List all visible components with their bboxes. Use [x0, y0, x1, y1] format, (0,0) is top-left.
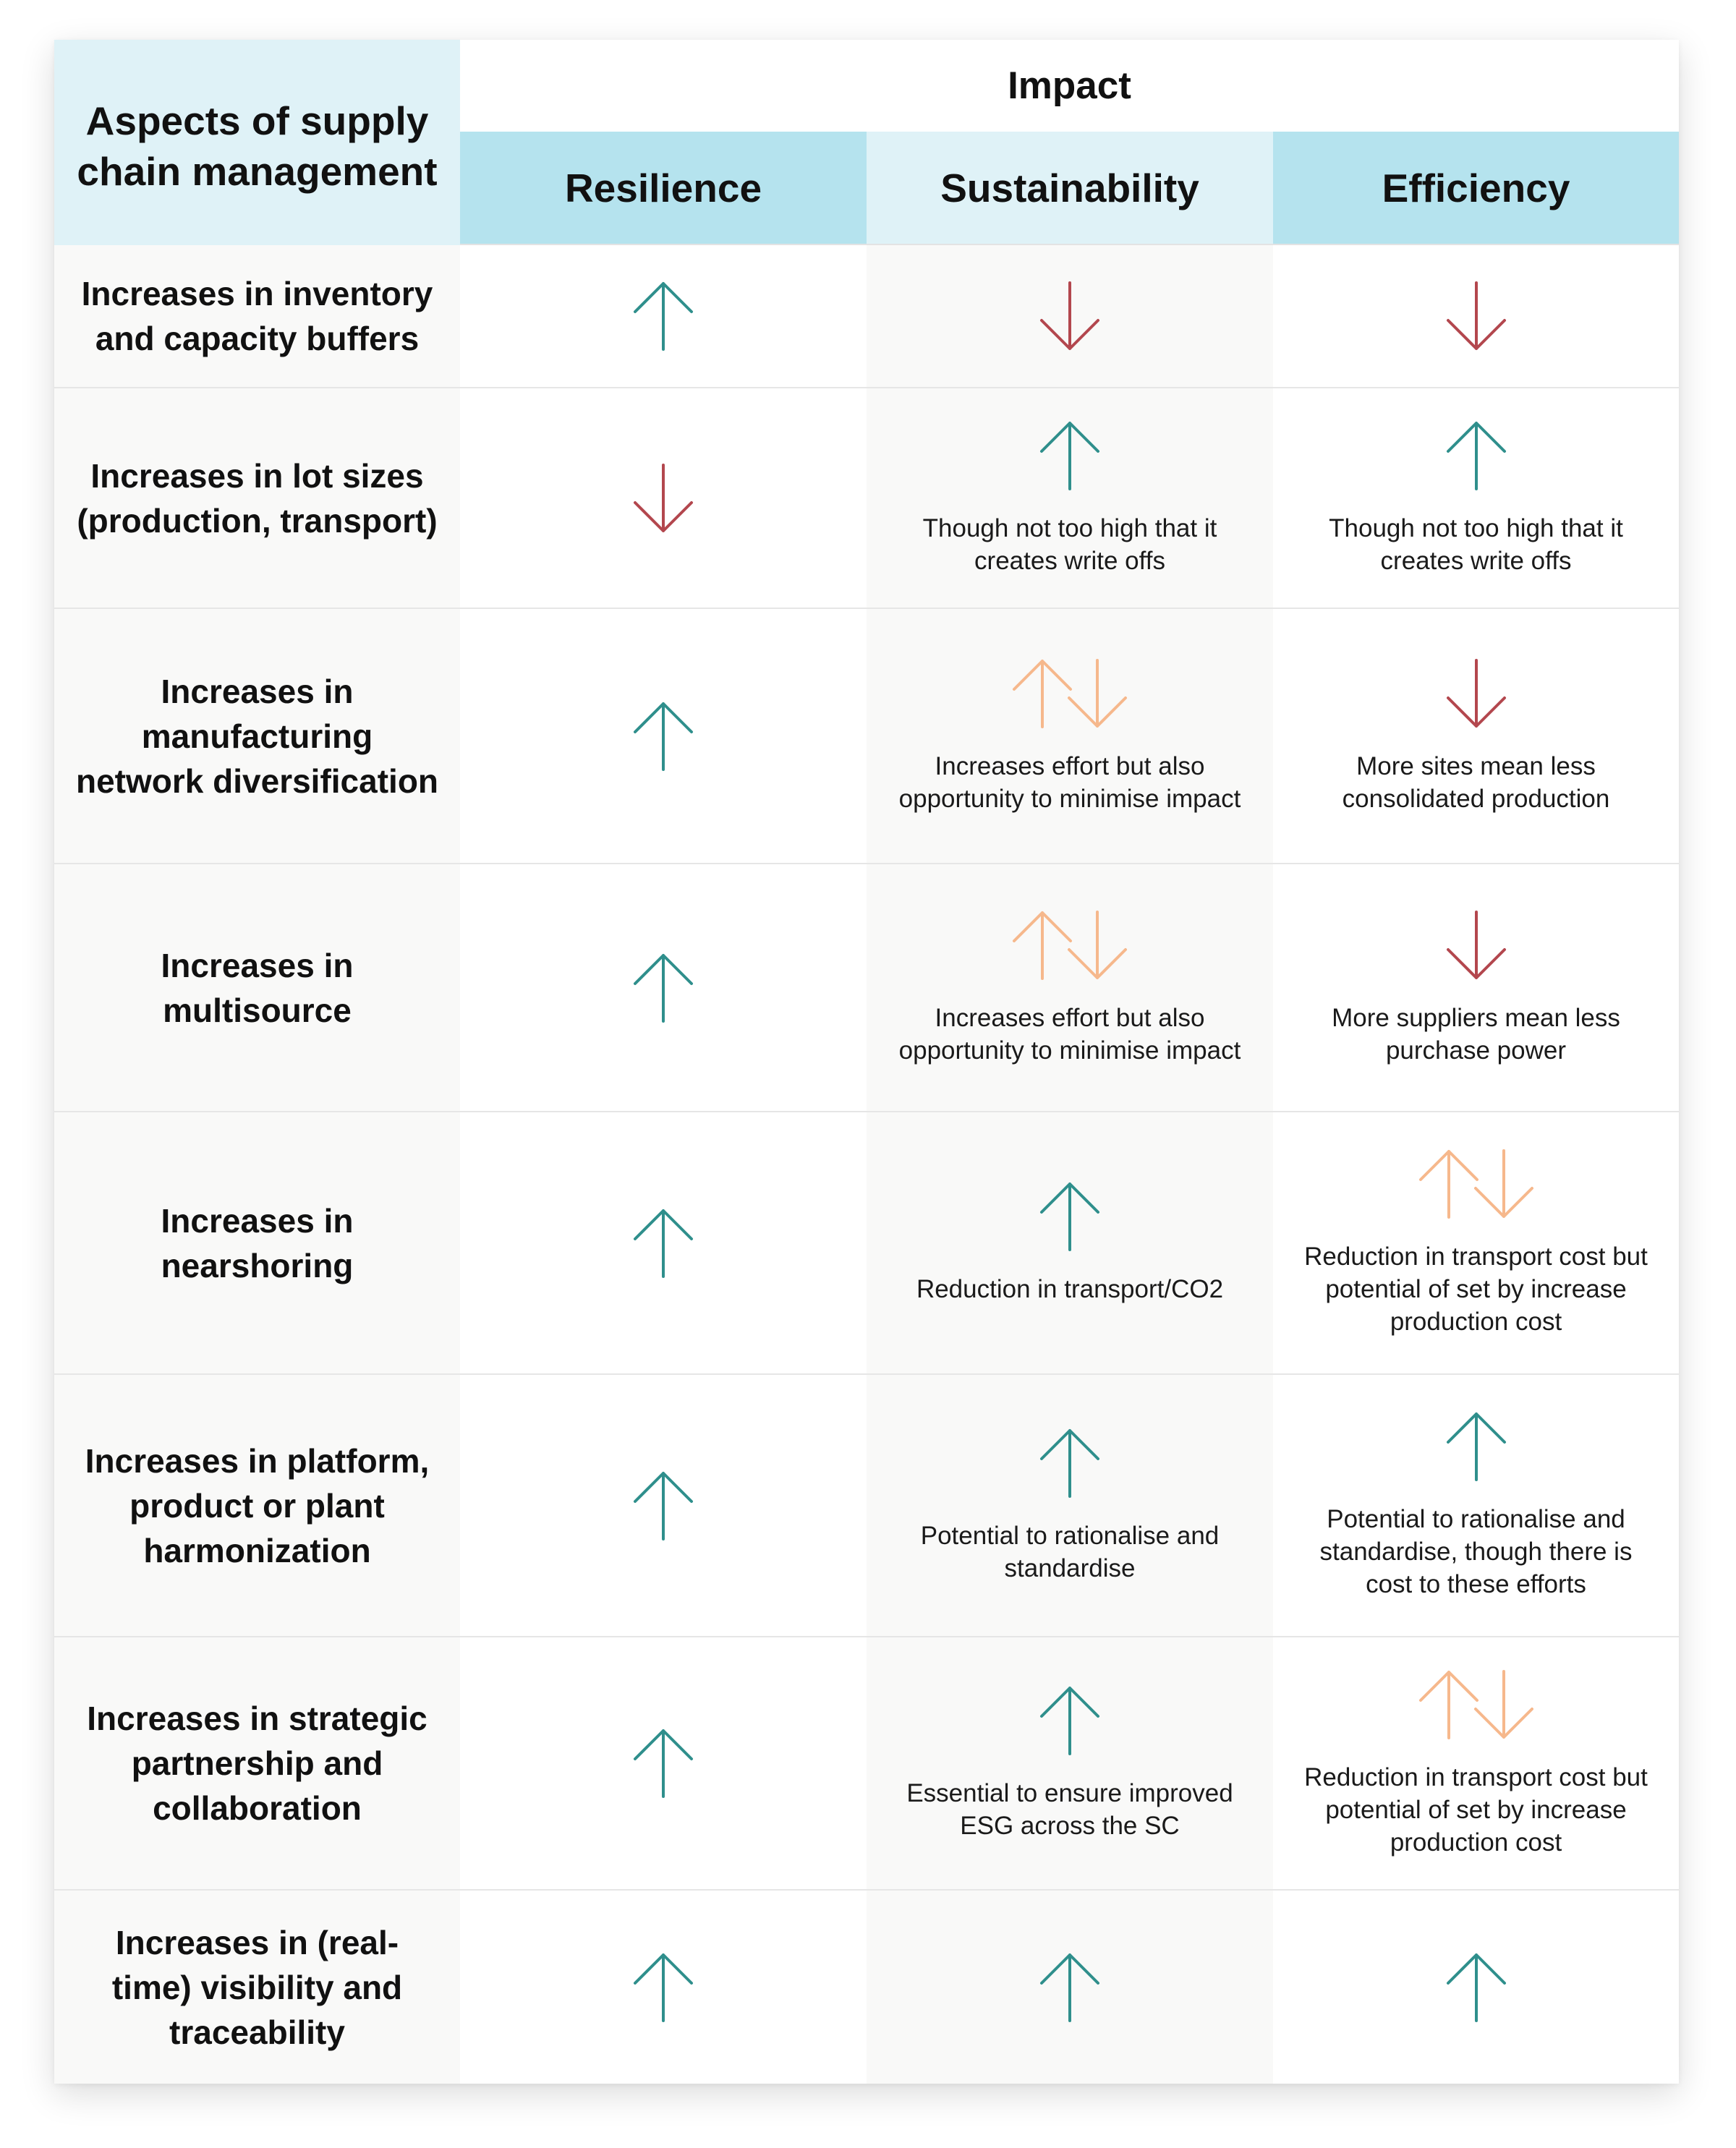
arrow-down-part	[1042, 283, 1098, 349]
arrow-down-part	[1476, 1671, 1532, 1737]
arrow-up-part	[1042, 1184, 1098, 1250]
arrow-up-part	[635, 704, 692, 770]
impact-note: Potential to rationalise and standardise, though there is cost to these efforts	[1319, 1505, 1633, 1598]
arrow-up-icon	[632, 280, 694, 352]
impact-cell-sustainability	[867, 1637, 1273, 1891]
arrow-down-part	[1069, 660, 1126, 726]
arrow-up-icon	[632, 1951, 694, 2024]
arrow-up-part	[635, 1473, 692, 1539]
impact-note: Though not too high that it creates write offs	[1329, 513, 1623, 575]
arrow-up-icon	[632, 700, 694, 772]
arrow-up-part	[635, 1731, 692, 1797]
impact-note: Reduction in transport cost but potential of set by increase production cost	[1304, 1763, 1648, 1857]
arrow-up-part	[1421, 1672, 1477, 1738]
arrow-up-icon	[632, 1207, 694, 1279]
arrow-up-icon	[1445, 419, 1507, 492]
arrow-up-part	[1448, 1414, 1505, 1480]
arrow-down-part	[1069, 912, 1126, 978]
corner-header: Aspects of supply chain management	[54, 40, 460, 245]
impact-note: Increases effort but also opportunity to minimise impact	[898, 1003, 1241, 1065]
impact-cell-efficiency	[1273, 864, 1679, 1112]
arrow-up-icon	[1445, 1951, 1507, 2024]
arrow-down-icon	[1039, 280, 1101, 352]
impact-note: Though not too high that it creates write offs	[922, 513, 1217, 575]
impact-note: Increases effort but also opportunity to minimise impact	[898, 751, 1241, 813]
arrow-up-icon	[632, 1470, 694, 1542]
column-header-resilience: Resilience	[460, 132, 867, 245]
arrow-up-part	[1014, 913, 1071, 979]
impact-cell-sustainability	[867, 864, 1273, 1112]
impact-cell-efficiency	[1273, 388, 1679, 609]
arrow-down-part	[1448, 912, 1505, 978]
row-label: Increases in multisource	[54, 864, 460, 1112]
arrow-up-down-icon	[1012, 909, 1128, 981]
impact-note: More sites mean less consolidated production	[1342, 751, 1610, 813]
impact-cell-resilience	[460, 245, 867, 388]
row-label: Increases in manufacturing network diversification	[54, 609, 460, 864]
arrow-up-icon	[1039, 419, 1101, 492]
arrow-down-part	[1476, 1151, 1532, 1216]
row-label: Increases in strategic partnership and collaboration	[54, 1637, 460, 1891]
impact-cell-efficiency	[1273, 1112, 1679, 1375]
row-label: Increases in (real-time) visibility and traceability	[54, 1891, 460, 2084]
arrow-up-icon	[1039, 1684, 1101, 1757]
arrow-up-icon	[1039, 1180, 1101, 1253]
impact-table	[54, 40, 1679, 2084]
arrow-down-icon	[1445, 280, 1507, 352]
arrow-down-part	[1448, 283, 1505, 349]
impact-cell-resilience	[460, 1637, 867, 1891]
arrow-up-down-icon	[1418, 1668, 1534, 1741]
impact-cell-efficiency	[1273, 1375, 1679, 1637]
impact-cell-resilience	[460, 1112, 867, 1375]
impact-cell-sustainability	[867, 245, 1273, 388]
arrow-up-part	[635, 284, 692, 349]
row-label: Increases in nearshoring	[54, 1112, 460, 1375]
arrow-up-part	[1448, 1955, 1505, 2021]
arrow-up-down-icon	[1418, 1148, 1534, 1220]
impact-cell-sustainability	[867, 388, 1273, 609]
row-label: Increases in platform, product or plant harmonization	[54, 1375, 460, 1637]
impact-note: Reduction in transport cost but potential of set by increase production cost	[1304, 1243, 1648, 1336]
arrow-up-icon	[632, 1727, 694, 1799]
arrow-down-part	[1448, 660, 1505, 726]
impact-cell-resilience	[460, 609, 867, 864]
arrow-up-part	[635, 1955, 692, 2021]
arrow-up-icon	[1445, 1410, 1507, 1483]
impact-cell-resilience	[460, 864, 867, 1112]
column-header-efficiency: Efficiency	[1273, 132, 1679, 245]
impact-cell-efficiency	[1273, 609, 1679, 864]
arrow-up-part	[635, 955, 692, 1021]
arrow-up-part	[1421, 1151, 1477, 1217]
arrow-up-part	[1042, 1688, 1098, 1754]
row-label: Increases in lot sizes (production, transport)	[54, 388, 460, 609]
column-header-sustainability: Sustainability	[867, 132, 1273, 245]
impact-cell-resilience	[460, 388, 867, 609]
arrow-down-icon	[1445, 909, 1507, 981]
impact-cell-efficiency	[1273, 245, 1679, 388]
arrow-up-part	[1014, 661, 1071, 727]
impact-note: Reduction in transport/CO2	[916, 1275, 1224, 1303]
impact-cell-efficiency	[1273, 1891, 1679, 2084]
arrow-up-part	[635, 1211, 692, 1277]
impact-note: Essential to ensure improved ESG across the SC	[906, 1779, 1233, 1840]
row-label: Increases in inventory and capacity buffers	[54, 245, 460, 388]
impact-note: More suppliers mean less purchase power	[1332, 1003, 1620, 1065]
arrow-up-icon	[1039, 1427, 1101, 1499]
arrow-up-part	[1448, 423, 1505, 489]
impact-cell-resilience	[460, 1375, 867, 1637]
arrow-up-down-icon	[1012, 657, 1128, 730]
arrow-down-part	[635, 465, 692, 531]
impact-cell-sustainability	[867, 609, 1273, 864]
arrow-up-part	[1042, 423, 1098, 489]
impact-cell-sustainability	[867, 1891, 1273, 2084]
impact-cell-efficiency	[1273, 1637, 1679, 1891]
impact-note: Potential to rationalise and standardise	[920, 1521, 1220, 1582]
arrow-up-part	[1042, 1431, 1098, 1496]
impact-header: Impact	[460, 40, 1679, 132]
arrow-up-icon	[1039, 1951, 1101, 2024]
impact-cell-resilience	[460, 1891, 867, 2084]
arrow-up-icon	[632, 952, 694, 1024]
impact-cell-sustainability	[867, 1375, 1273, 1637]
impact-cell-sustainability	[867, 1112, 1273, 1375]
arrow-up-part	[1042, 1955, 1098, 2021]
arrow-down-icon	[1445, 657, 1507, 730]
arrow-down-icon	[632, 462, 694, 534]
